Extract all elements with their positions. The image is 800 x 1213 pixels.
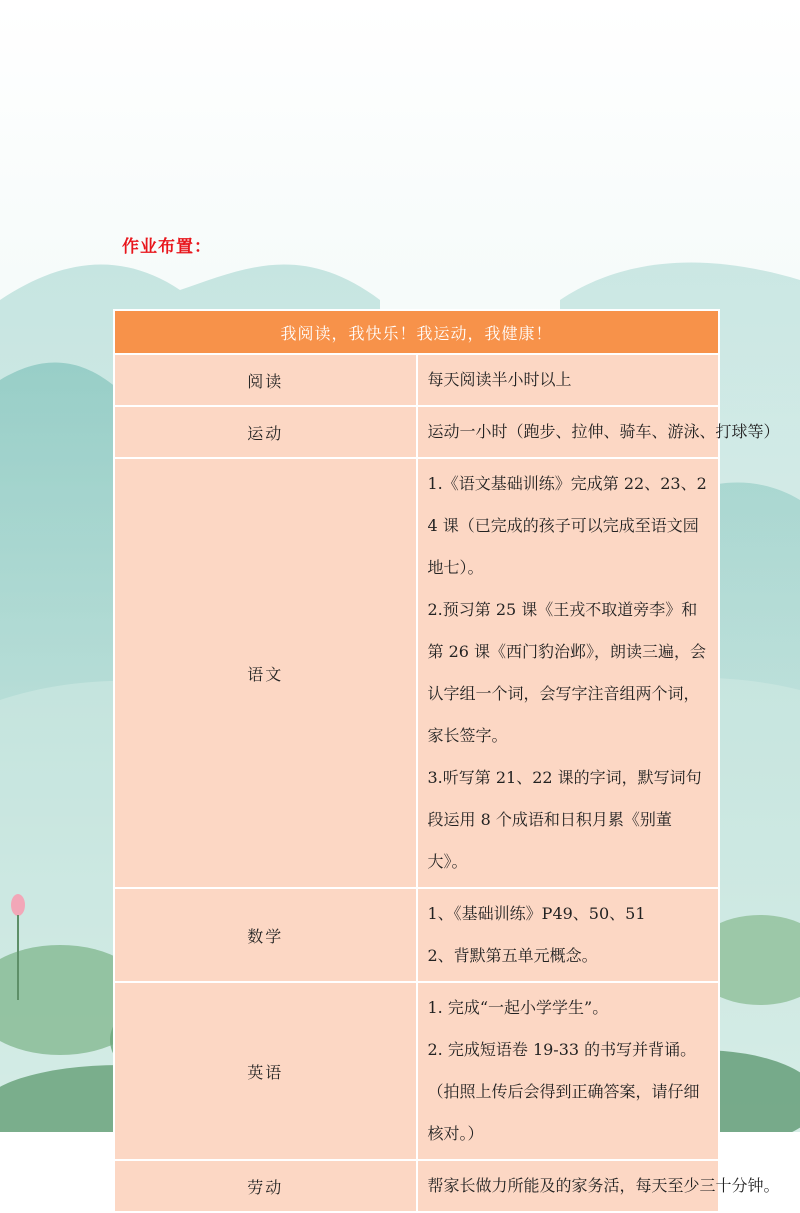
subject-english: 英语 [114,982,417,1160]
subject-math: 数学 [114,888,417,982]
table-title: 我阅读，我快乐！我运动，我健康！ [114,310,719,354]
math-line-2: 2、背默第五单元概念。 [427,946,598,965]
homework-table [113,309,780,1213]
subject-reading: 阅读 [114,354,417,406]
english-line-2: 2. 完成短语卷 19-33 的书写并背诵。（拍照上传后会得到正确答案，请仔细核对。） [427,1040,700,1143]
subject-labor: 劳动 [114,1160,417,1212]
math-content [417,888,720,982]
subject-exercise: 运动 [114,406,417,458]
reading-line-1: 每天阅读半小时以上 [427,370,572,389]
table-row [114,1160,719,1212]
exercise-content [417,406,780,458]
english-content [417,982,720,1160]
homework-heading: 作业布置： [122,237,212,257]
table-row [114,982,719,1160]
labor-line-1: 帮家长做力所能及的家务活，每天至少三十分钟。 [427,1176,780,1195]
reading-content [417,354,720,406]
table-row [114,888,719,982]
chinese-line-3: 3.听写第 21、22 课的字词，默写词句段运用 8 个成语和日积月累《别董大》。 [427,768,702,871]
table-row [114,406,719,458]
chinese-line-1: 1.《语文基础训练》完成第 22、23、24 课（已完成的孩子可以完成至语文园地七）。 [427,474,707,577]
english-line-1: 1. 完成“一起小学学生”。 [427,998,609,1017]
chinese-line-2: 2.预习第 25 课《王戎不取道旁李》和第 26 课《西门豹治邺》，朗读三遍，会认字组一个词，会写字注音组两个词，家长签字。 [427,600,707,745]
chinese-content [417,458,720,888]
table-row [114,458,719,888]
exercise-line-1: 运动一小时（跑步、拉伸、骑车、游泳、打球等） [427,422,780,441]
table-row [114,354,719,406]
subject-chinese: 语文 [114,458,417,888]
math-line-1: 1、《基础训练》P49、50、51 [427,904,646,923]
labor-content [417,1160,780,1212]
table-header-row [114,310,719,354]
